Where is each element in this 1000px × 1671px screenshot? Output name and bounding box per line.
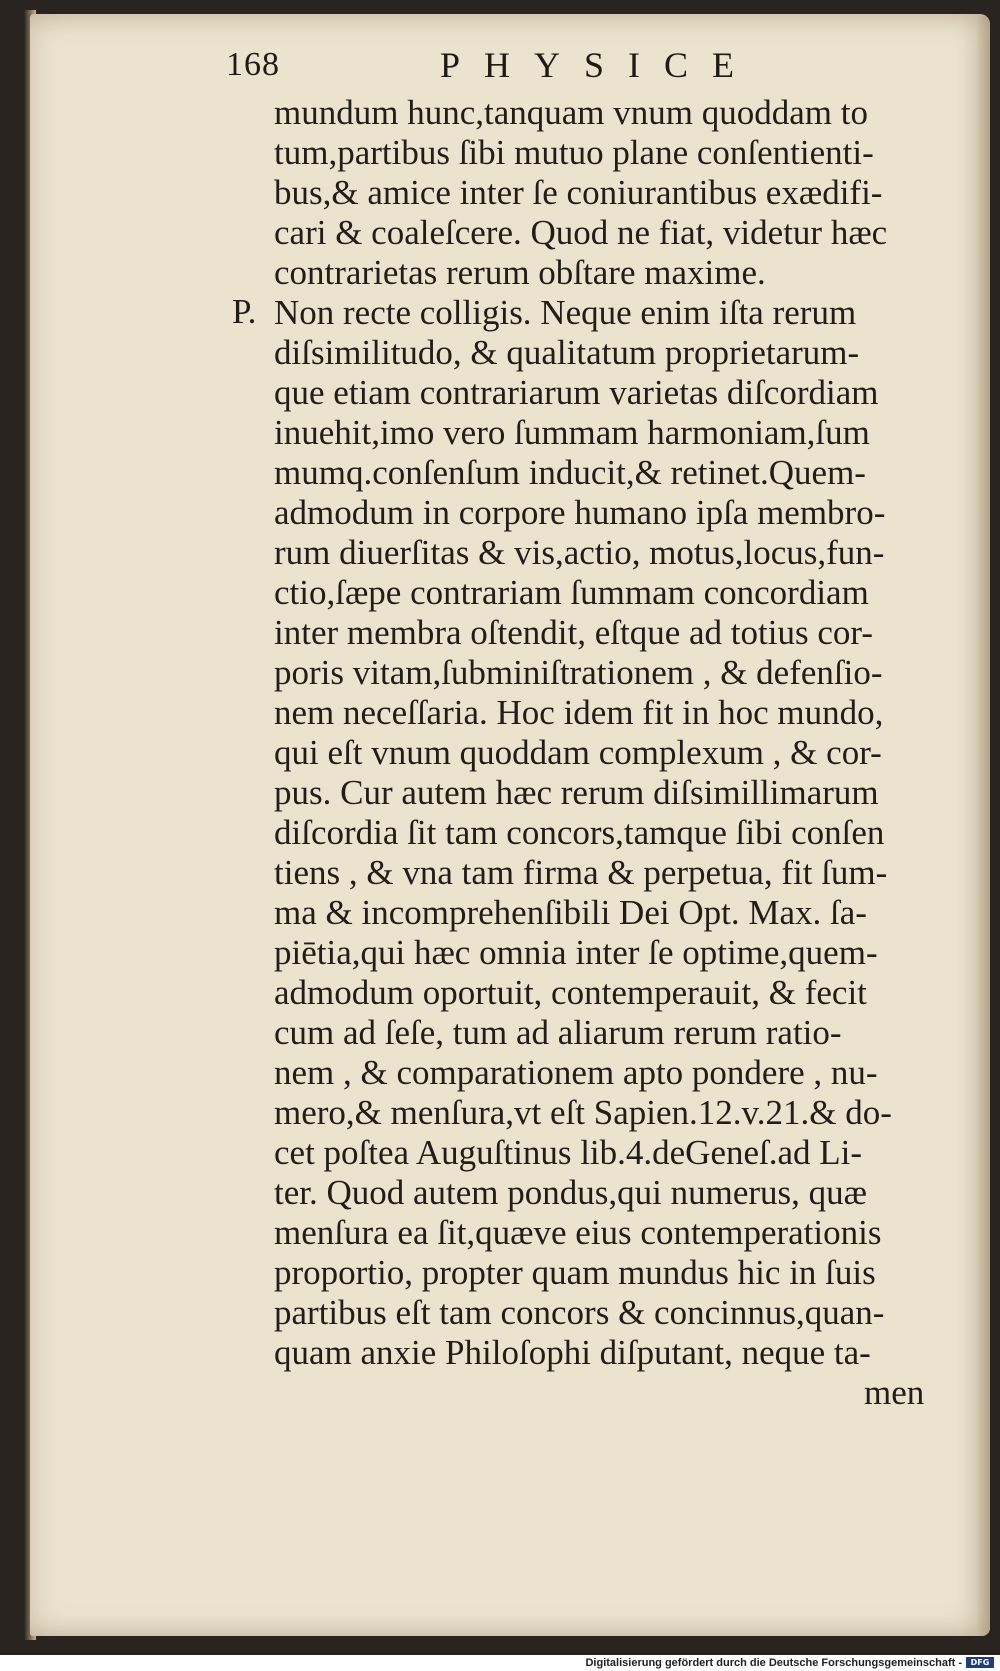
- text-line: admodum oportuit, contemperauit, & fecit: [274, 973, 867, 1012]
- text-line: cari & coaleſcere. Quod ne fiat, videtur hæc: [274, 213, 888, 252]
- text-line: diſcordia ſit tam concors,tamque ſibi conſen: [274, 813, 885, 852]
- digitization-credit: Digitalisierung gefördert durch die Deutsche Forschungsgemeinschaft -: [585, 1657, 962, 1669]
- text-line: admodum in corpore humano ipſa membro-: [274, 493, 886, 532]
- text-line: piētia,qui hæc omnia inter ſe optime,quem-: [274, 933, 878, 972]
- text-line: ter. Quod autem pondus,qui numerus, quæ: [274, 1173, 868, 1212]
- text-line: poris vitam,ſubminiſtrationem , & defenſio-: [274, 653, 883, 692]
- text-line: proportio, propter quam mundus hic in ſuis: [274, 1253, 876, 1292]
- text-line: bus,& amice inter ſe coniurantibus exædifi-: [274, 173, 883, 212]
- text-line: pus. Cur autem hæc rerum diſsimillimarum: [274, 773, 879, 812]
- text-line: cum ad ſeſe, tum ad aliarum rerum ratio-: [274, 1013, 842, 1052]
- dfg-logo-icon: DFG: [966, 1657, 994, 1668]
- footer-bar: [0, 1655, 1000, 1671]
- text-line: tiens , & vna tam firma & perpetua, fit ſum-: [274, 853, 888, 892]
- text-line: mero,& menſura,vt eſt Sapien.12.v.21.& do-: [274, 1093, 892, 1132]
- text-line: contrarietas rerum obſtare maxime.: [274, 253, 766, 292]
- text-line: mumq.conſenſum inducit,& retinet.Quem-: [274, 453, 866, 492]
- speaker-mark: P.: [232, 292, 257, 331]
- text-line: tum,partibus ſibi mutuo plane conſentienti-: [274, 133, 874, 172]
- text-line: inuehit,imo vero ſummam harmoniam,ſum: [274, 413, 870, 452]
- text-line: inter membra oſtendit, eſtque ad totius cor-: [274, 613, 873, 652]
- page-header: [0, 38, 1000, 98]
- text-line: partibus eſt tam concors & concinnus,quan-: [274, 1293, 885, 1332]
- text-line: que etiam contrariarum varietas diſcordiam: [274, 373, 879, 412]
- text-line: cet poſtea Auguſtinus lib.4.deGeneſ.ad Li-: [274, 1133, 863, 1172]
- text-line: menſura ea ſit,quæve eius contemperationis: [274, 1213, 882, 1252]
- text-line: nem , & comparationem apto pondere , nu-: [274, 1053, 878, 1092]
- running-head: PHYSICE: [440, 45, 759, 85]
- text-line: mundum hunc,tanquam vnum quoddam to: [274, 93, 868, 132]
- text-line: nem neceſſaria. Hoc idem fit in hoc mundo,: [274, 693, 884, 732]
- text-line: ctio,ſæpe contrariam ſummam concordiam: [274, 573, 869, 612]
- catchword: men: [864, 1373, 925, 1412]
- text-line: rum diuerſitas & vis,actio, motus,locus,fun-: [274, 533, 885, 572]
- page-number: 168: [226, 46, 280, 83]
- text-line: Non recte colligis. Neque enim iſta rerum: [274, 293, 857, 332]
- text-line: ma & incomprehenſibili Dei Opt. Max. ſa-: [274, 893, 867, 932]
- text-line: diſsimilitudo, & qualitatum proprietarum-: [274, 333, 860, 372]
- text-line: qui eſt vnum quoddam complexum , & cor-: [274, 733, 882, 772]
- text-line: quam anxie Philoſophi diſputant, neque ta-: [274, 1333, 871, 1372]
